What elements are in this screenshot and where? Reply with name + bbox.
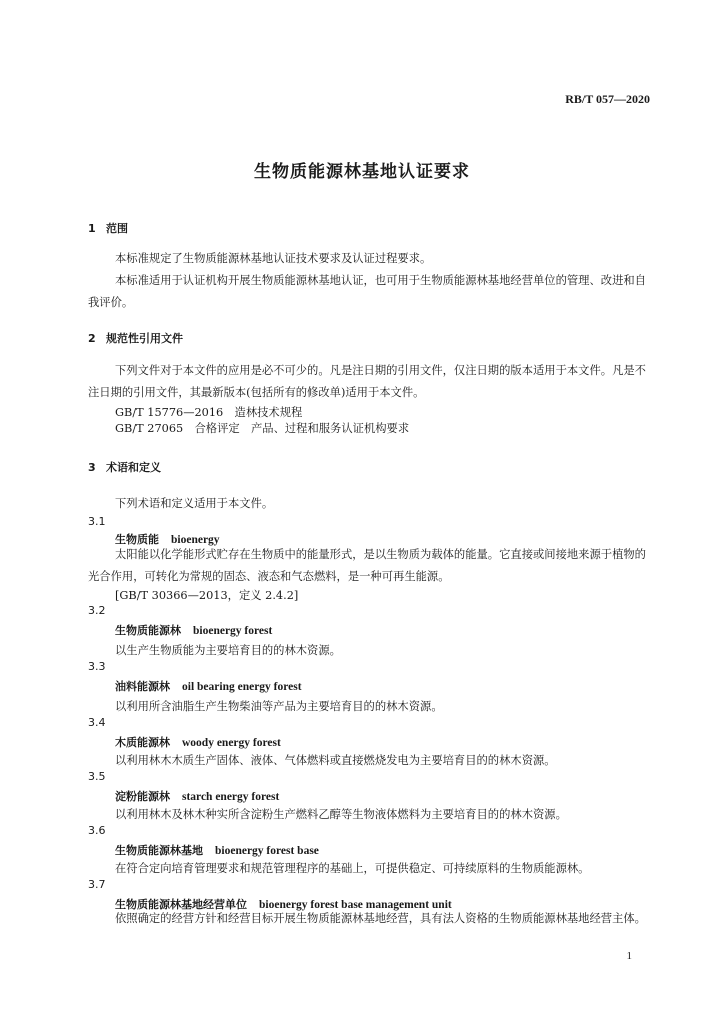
term-number: 3.3 — [88, 660, 106, 673]
section-title: 术语和定义 — [106, 461, 161, 474]
term-chinese: 淀粉能源林 — [115, 790, 170, 803]
term-chinese: 生物质能源林 — [115, 624, 181, 637]
reference-item: GB/T 15776—2016 造林技术规程 — [115, 406, 303, 419]
term-heading — [115, 678, 302, 694]
term-number: 3.5 — [88, 770, 106, 783]
standard-number: RB/T 057—2020 — [565, 92, 650, 106]
term-heading — [115, 622, 272, 638]
term-english: bioenergy forest base management unit — [259, 899, 452, 911]
term-english: starch energy forest — [182, 791, 280, 803]
term-definition: 以利用林木及林木种实所含淀粉生产燃料乙醇等生物液体燃料为主要培育目的的林木资源。 — [115, 808, 567, 821]
term-definition: 太阳能以化学能形式贮存在生物质中的能量形式，是以生物质为载体的能量。它直接或间接地来源于植物的光合作用，可转化为常规的固态、液态和气态燃料，是一种可再生能源。 — [88, 548, 646, 583]
term-number: 3.4 — [88, 716, 106, 729]
term-definition: 以利用林木木质生产固体、液体、气体燃料或直接燃烧发电为主要培育目的的林木资源。 — [115, 754, 556, 767]
term-chinese: 生物质能源林基地经营单位 — [115, 898, 247, 911]
section-2-heading — [88, 330, 183, 346]
term-heading — [115, 788, 279, 804]
term-definition: 依照确定的经营方针和经营目标开展生物质能源林基地经营，具有法人资格的生物质能源林基地经营主体。 — [115, 912, 646, 925]
terms-intro: 下列术语和定义适用于本文件。 — [115, 497, 274, 510]
term-english: bioenergy — [171, 534, 220, 546]
term-number: 3.6 — [88, 824, 106, 837]
term-definition: 以生产生物质能为主要培育目的的林木资源。 — [115, 644, 341, 657]
page-number: 1 — [626, 950, 632, 962]
term-definition: 以利用所含油脂生产生物柴油等产品为主要培育目的的林木资源。 — [115, 700, 443, 713]
term-number: 3.7 — [88, 878, 106, 891]
term-heading — [115, 842, 319, 858]
section-title: 规范性引用文件 — [106, 332, 183, 345]
term-number: 3.1 — [88, 515, 106, 528]
scope-paragraph-2: 本标准适用于认证机构开展生物质能源林基地认证，也可用于生物质能源林基地经营单位的管理、改进和自我评价。 — [88, 274, 646, 309]
section-number: 2 — [88, 332, 96, 345]
term-heading — [115, 734, 281, 750]
section-title: 范围 — [106, 222, 128, 235]
reference-item: GB/T 27065 合格评定 产品、过程和服务认证机构要求 — [115, 422, 410, 435]
section-number: 3 — [88, 461, 96, 474]
document-title: 生物质能源林基地认证要求 — [254, 162, 470, 182]
term-source-note: [GB/T 30366—2013，定义 2.4.2] — [115, 589, 299, 602]
term-chinese: 生物质能 — [115, 533, 159, 546]
term-chinese: 油料能源林 — [115, 680, 170, 693]
term-english: woody energy forest — [182, 737, 281, 749]
term-number: 3.2 — [88, 604, 106, 617]
references-intro: 下列文件对于本文件的应用是必不可少的。凡是注日期的引用文件，仅注日期的版本适用于本文件。凡是不注日期的引用文件，其最新版本(包括所有的修改单)适用于本文件。 — [88, 364, 646, 399]
term-english: bioenergy forest — [193, 625, 273, 637]
term-chinese: 木质能源林 — [115, 736, 170, 749]
term-english: bioenergy forest base — [215, 845, 319, 857]
section-1-heading — [88, 220, 128, 236]
term-chinese: 生物质能源林基地 — [115, 844, 203, 857]
term-english: oil bearing energy forest — [182, 681, 302, 693]
scope-paragraph-1: 本标准规定了生物质能源林基地认证技术要求及认证过程要求。 — [115, 252, 432, 265]
section-3-heading — [88, 459, 161, 475]
section-number: 1 — [88, 222, 96, 235]
term-definition: 在符合定向培育管理要求和规范管理程序的基础上，可提供稳定、可持续原料的生物质能源林。 — [115, 862, 590, 875]
